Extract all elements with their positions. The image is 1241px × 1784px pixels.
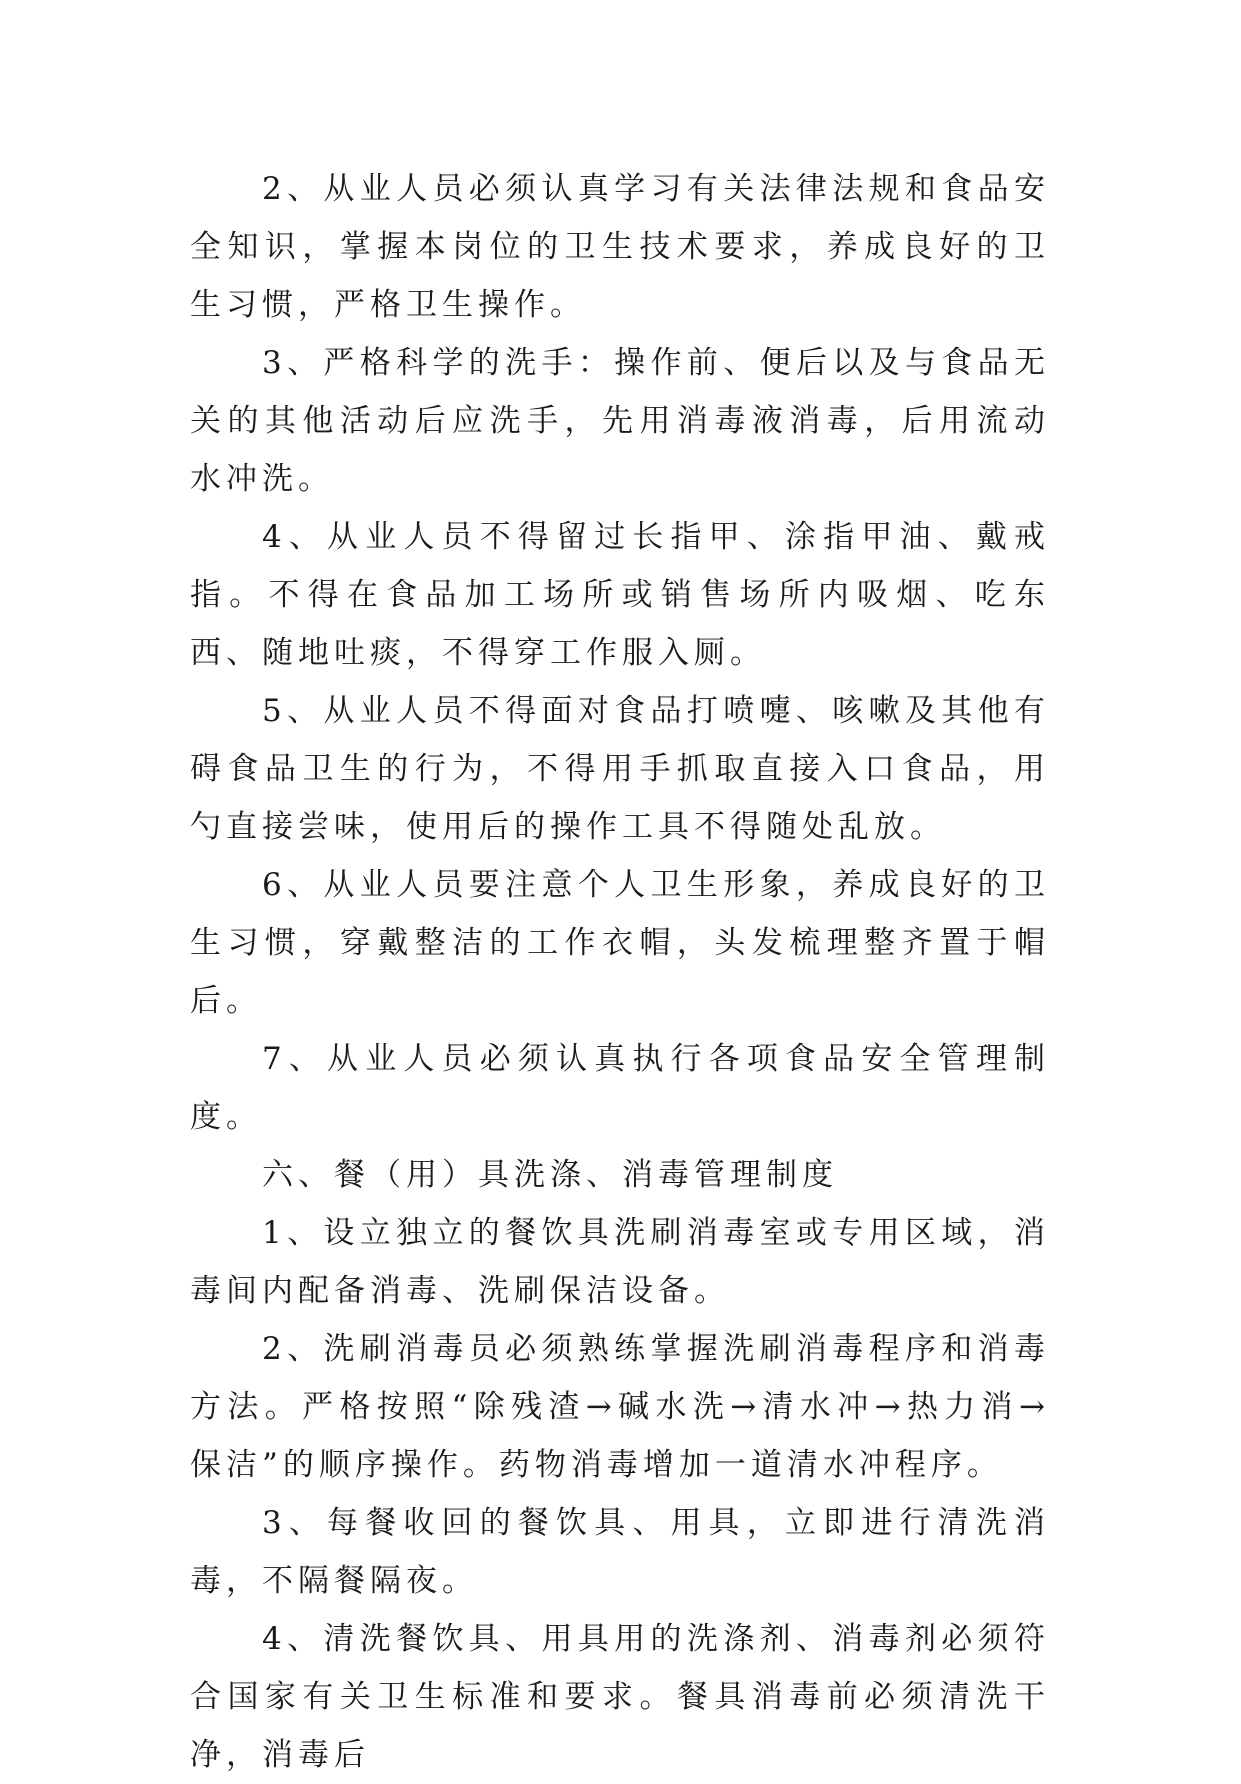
paragraph-disinfection-room: 1、设立独立的餐饮具洗刷消毒室或专用区域，消毒间内配备消毒、洗刷保洁设备。 bbox=[190, 1215, 1050, 1309]
paragraph-nails-smoking: 4、从业人员不得留过长指甲、涂指甲油、戴戒指。不得在食品加工场所或销售场所内吸烟、吃东西、随地吐痰，不得穿工作服入厕。 bbox=[190, 519, 1050, 671]
paragraph-management-rules: 7、从业人员必须认真执行各项食品安全管理制度。 bbox=[190, 1041, 1050, 1135]
section-heading-tableware: 六、餐（用）具洗涤、消毒管理制度 bbox=[262, 1157, 838, 1193]
document-body bbox=[190, 160, 1050, 1784]
paragraph-detergent-standards: 4、清洗餐饮具、用具用的洗涤剂、消毒剂必须符合国家有关卫生标准和要求。餐具消毒前必须清洗干净，消毒后 bbox=[190, 1621, 1050, 1773]
paragraph-hand-washing: 3、严格科学的洗手：操作前、便后以及与食品无关的其他活动后应洗手，先用消毒液消毒，后用流动水冲洗。 bbox=[190, 345, 1050, 497]
paragraph-sneezing-tasting: 5、从业人员不得面对食品打喷嚏、咳嗽及其他有碍食品卫生的行为，不得用手抓取直接入口食品，用勺直接尝味，使用后的操作工具不得随处乱放。 bbox=[190, 693, 1050, 845]
paragraph-immediate-cleaning: 3、每餐收回的餐饮具、用具，立即进行清洗消毒，不隔餐隔夜。 bbox=[190, 1505, 1050, 1599]
paragraph-personal-hygiene: 6、从业人员要注意个人卫生形象，养成良好的卫生习惯，穿戴整洁的工作衣帽，头发梳理整齐置于帽后。 bbox=[190, 867, 1050, 1019]
paragraph-washing-procedure: 2、洗刷消毒员必须熟练掌握洗刷消毒程序和消毒方法。严格按照“除残渣→碱水洗→清水冲→热力消→保洁”的顺序操作。药物消毒增加一道清水冲程序。 bbox=[190, 1331, 1050, 1483]
paragraph-handwashing-training: 2、从业人员必须认真学习有关法律法规和食品安全知识，掌握本岗位的卫生技术要求，养成良好的卫生习惯，严格卫生操作。 bbox=[190, 171, 1050, 323]
